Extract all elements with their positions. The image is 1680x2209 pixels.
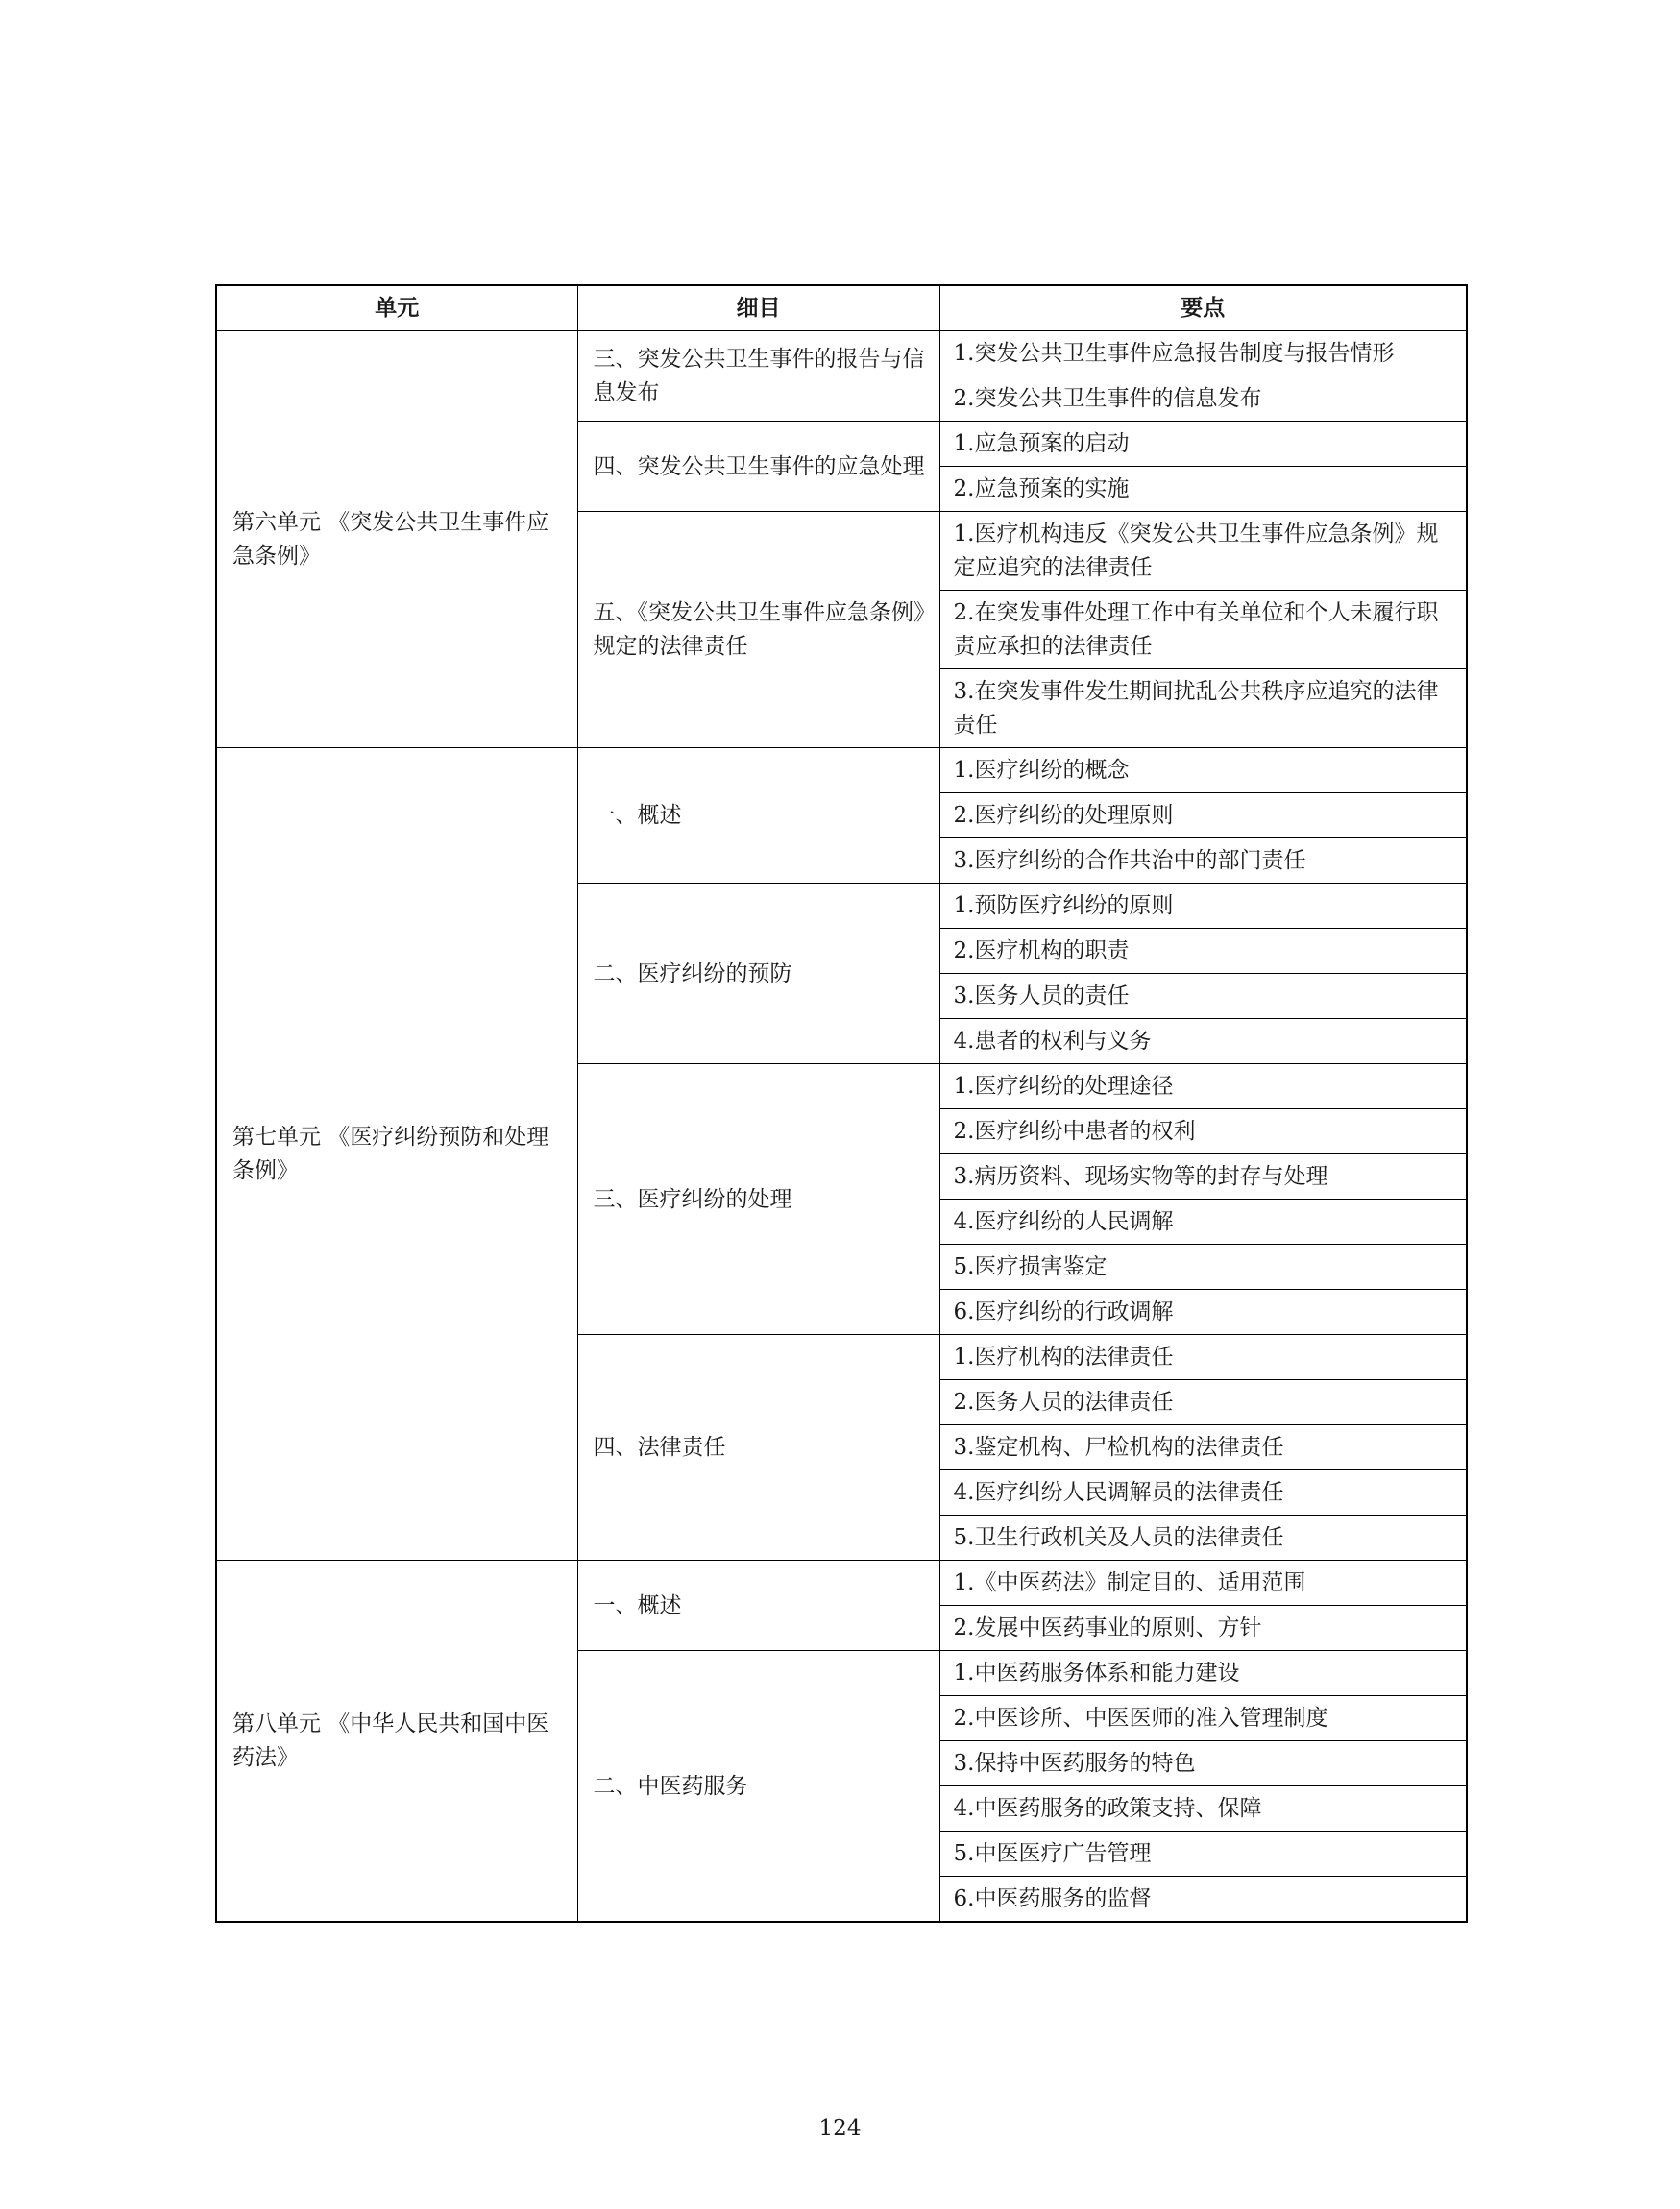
item-cell: 三、医疗纠纷的处理 xyxy=(577,1064,939,1335)
point-cell: 2.在突发事件处理工作中有关单位和个人未履行职责应承担的法律责任 xyxy=(939,591,1467,669)
page-number: 124 xyxy=(818,2116,862,2141)
point-cell: 3.鉴定机构、尸检机构的法律责任 xyxy=(939,1425,1467,1470)
point-cell: 1.突发公共卫生事件应急报告制度与报告情形 xyxy=(939,331,1467,376)
unit-cell: 第六单元 《突发公共卫生事件应急条例》 xyxy=(216,331,577,748)
point-cell: 2.医务人员的法律责任 xyxy=(939,1380,1467,1425)
item-cell: 五、《突发公共卫生事件应急条例》规定的法律责任 xyxy=(577,512,939,748)
header-unit: 单元 xyxy=(216,285,577,331)
point-cell: 2.中医诊所、中医医师的准入管理制度 xyxy=(939,1696,1467,1741)
point-cell: 4.患者的权利与义务 xyxy=(939,1019,1467,1064)
point-cell: 5.卫生行政机关及人员的法律责任 xyxy=(939,1516,1467,1561)
unit-cell: 第八单元 《中华人民共和国中医药法》 xyxy=(216,1561,577,1923)
header-row xyxy=(216,285,1467,331)
item-cell: 二、中医药服务 xyxy=(577,1651,939,1923)
item-cell: 四、法律责任 xyxy=(577,1335,939,1561)
point-cell: 5.医疗损害鉴定 xyxy=(939,1245,1467,1290)
item-cell: 二、医疗纠纷的预防 xyxy=(577,884,939,1064)
point-cell: 1.医疗纠纷的处理途径 xyxy=(939,1064,1467,1109)
table-row xyxy=(216,331,1467,376)
point-cell: 5.中医医疗广告管理 xyxy=(939,1832,1467,1877)
point-cell: 4.医疗纠纷人民调解员的法律责任 xyxy=(939,1470,1467,1516)
point-cell: 1.预防医疗纠纷的原则 xyxy=(939,884,1467,929)
point-cell: 1.《中医药法》制定目的、适用范围 xyxy=(939,1561,1467,1606)
table-row xyxy=(216,748,1467,793)
point-cell: 3.病历资料、现场实物等的封存与处理 xyxy=(939,1154,1467,1200)
point-cell: 1.医疗纠纷的概念 xyxy=(939,748,1467,793)
point-cell: 2.医疗纠纷的处理原则 xyxy=(939,793,1467,838)
point-cell: 3.保持中医药服务的特色 xyxy=(939,1741,1467,1786)
point-cell: 2.突发公共卫生事件的信息发布 xyxy=(939,376,1467,422)
item-cell: 四、突发公共卫生事件的应急处理 xyxy=(577,422,939,512)
point-cell: 3.在突发事件发生期间扰乱公共秩序应追究的法律责任 xyxy=(939,669,1467,748)
header-point: 要点 xyxy=(939,285,1467,331)
point-cell: 3.医务人员的责任 xyxy=(939,974,1467,1019)
point-cell: 1.中医药服务体系和能力建设 xyxy=(939,1651,1467,1696)
item-cell: 一、概述 xyxy=(577,748,939,884)
item-cell: 一、概述 xyxy=(577,1561,939,1651)
point-cell: 3.医疗纠纷的合作共治中的部门责任 xyxy=(939,838,1467,884)
point-cell: 6.医疗纠纷的行政调解 xyxy=(939,1290,1467,1335)
point-cell: 1.医疗机构违反《突发公共卫生事件应急条例》规定应追究的法律责任 xyxy=(939,512,1467,591)
point-cell: 6.中医药服务的监督 xyxy=(939,1877,1467,1923)
unit-cell: 第七单元 《医疗纠纷预防和处理条例》 xyxy=(216,748,577,1561)
point-cell: 4.中医药服务的政策支持、保障 xyxy=(939,1786,1467,1832)
point-cell: 2.医疗机构的职责 xyxy=(939,929,1467,974)
point-cell: 1.医疗机构的法律责任 xyxy=(939,1335,1467,1380)
header-item: 细目 xyxy=(577,285,939,331)
point-cell: 4.医疗纠纷的人民调解 xyxy=(939,1200,1467,1245)
point-cell: 1.应急预案的启动 xyxy=(939,422,1467,467)
item-cell: 三、突发公共卫生事件的报告与信息发布 xyxy=(577,331,939,422)
syllabus-table xyxy=(215,284,1468,1923)
point-cell: 2.应急预案的实施 xyxy=(939,467,1467,512)
point-cell: 2.医疗纠纷中患者的权利 xyxy=(939,1109,1467,1154)
point-cell: 2.发展中医药事业的原则、方针 xyxy=(939,1606,1467,1651)
table-row xyxy=(216,1561,1467,1606)
